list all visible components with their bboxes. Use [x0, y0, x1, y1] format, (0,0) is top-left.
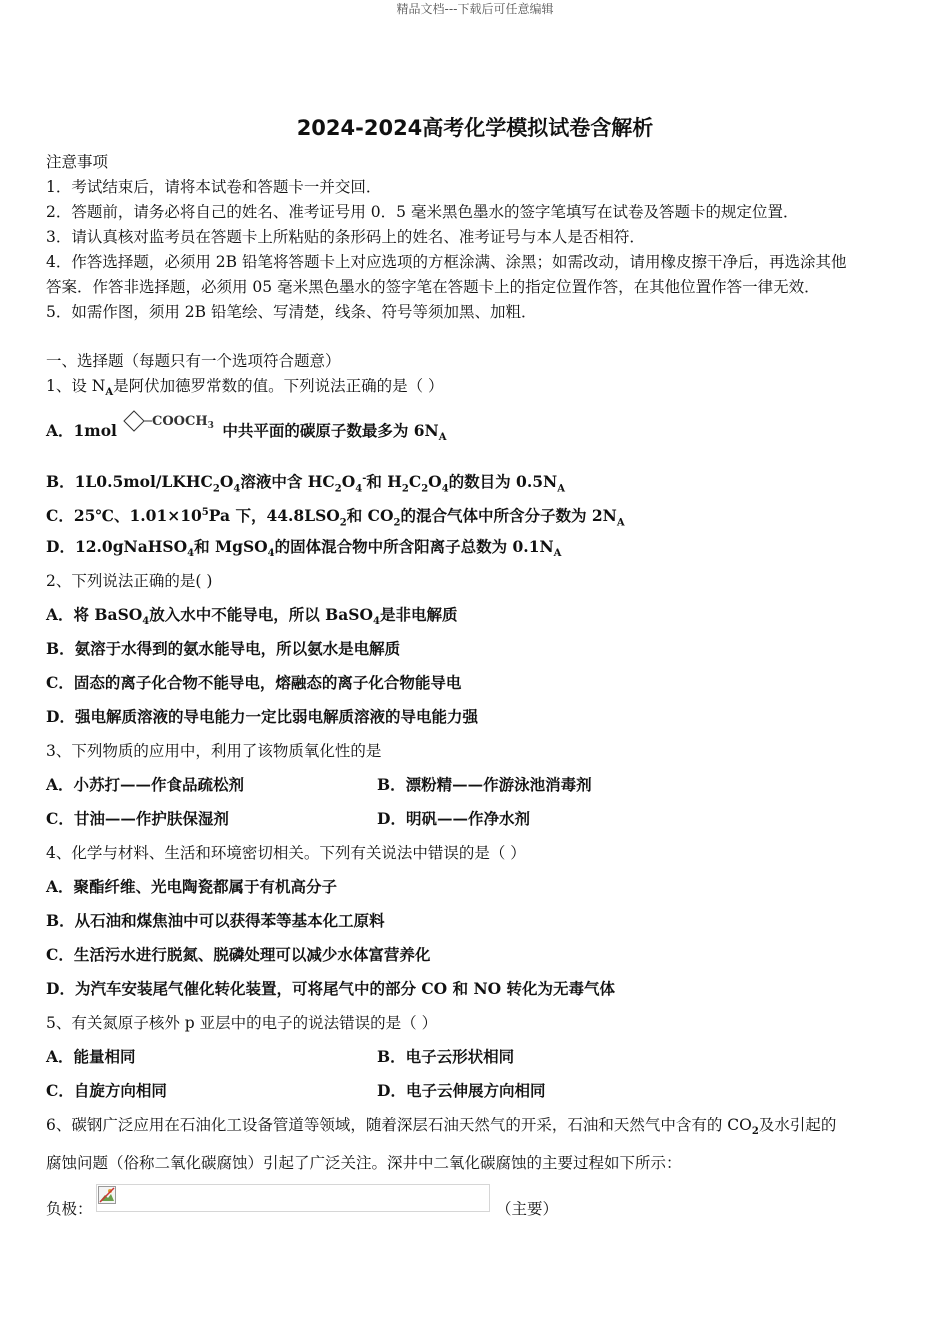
question-2-stem: 2、下列说法正确的是( ) [46, 572, 213, 590]
q2-option-b: B．氨溶于水得到的氨水能导电，所以氨水是电解质 [46, 639, 401, 658]
q5-option-d: D．电子云伸展方向相同 [377, 1081, 546, 1100]
question-3-stem: 3、下列物质的应用中，利用了该物质氧化性的是 [46, 742, 382, 760]
question-1-stem: 1、设 $N_A$是阿伏加德罗常数的值。下列说法正确的是（ ） [46, 377, 444, 399]
cyclobutyl-ester-structure [122, 409, 222, 443]
q3-option-d: D．明矾——作净水剂 [377, 809, 530, 828]
q4-option-c: C．生活污水进行脱氮、脱磷处理可以减少水体富营养化 [46, 945, 431, 964]
notice-item: 3．请认真核对监考员在答题卡上所粘贴的条形码上的姓名、准考证号与本人是否相符． [46, 228, 645, 246]
q5-option-a: A．能量相同 [46, 1047, 136, 1066]
notice-item: 答案．作答非选择题，必须用 05 毫米黑色墨水的签字笔在答题卡上的指定位置作答，在其他位置作答一律无效． [46, 278, 820, 296]
q5-option-c: C．自旋方向相同 [46, 1081, 167, 1100]
q2-option-c: C．固态的离子化合物不能导电，熔融态的离子化合物能导电 [46, 673, 462, 692]
question-6-stem: 6、碳钢广泛应用在石油化工设备管道等领域，随着深层石油天然气的开采，石油和天然气中含有的 $CO_2$及水引起的 [46, 1116, 837, 1138]
q4-option-d: D．为汽车安装尾气催化转化装置，可将尾气中的部分 CO 和 NO 转化为无毒气体 [46, 979, 616, 998]
q1-option-d: D．12.0gNaHSO$_4$和 MgSO$_4$的固体混合物中所含阳离子总数为 $0.1N_A$ [46, 537, 562, 560]
q3-option-c: C．甘油——作护肤保湿剂 [46, 809, 229, 828]
main-reaction-label: （主要） [496, 1200, 559, 1218]
q2-option-a: A．将 BaSO$_4$放入水中不能导电，所以 BaSO$_4$是非电解质 [46, 605, 458, 628]
q4-option-a: A．聚酯纤维、光电陶瓷都属于有机高分子 [46, 877, 338, 896]
notice-item: 2．答题前，请务必将自己的姓名、准考证号用 0．5 毫米黑色墨水的签字笔填写在试卷及答题卡的规定位置． [46, 203, 799, 221]
q1-option-c: C．25℃、$1.01\times 10^5Pa$ 下，$44.8LSO_2$和 $CO_2$的混合气体中所含分子数为 $2N_A$ [46, 506, 625, 529]
q3-option-a: A．小苏打——作食品疏松剂 [46, 775, 245, 794]
q2-option-d: D．强电解质溶液的导电能力一定比弱电解质溶液的导电能力强 [46, 707, 478, 726]
notice-heading: 注意事项 [46, 153, 109, 171]
q4-option-b: B．从石油和煤焦油中可以获得苯等基本化工原料 [46, 911, 385, 930]
broken-image-icon [98, 1186, 116, 1204]
header-note: 精品文档---下载后可任意编辑 [396, 2, 554, 16]
negative-electrode-label: 负极： [46, 1200, 93, 1218]
q1-option-b: B．$1L0.5mol/LKHC_2O_4$溶液中含 $HC_2O_4^-$和 $H_2C_2O_4$的数目为 $0.5N_A$ [46, 472, 565, 495]
question-6-stem-line2: 腐蚀问题（俗称二氧化碳腐蚀）引起了广泛关注。深井中二氧化碳腐蚀的主要过程如下所示： [46, 1154, 682, 1172]
broken-image-placeholder [96, 1184, 490, 1212]
notice-item: 1．考试结束后，请将本试卷和答题卡一并交回． [46, 178, 382, 196]
notice-item: 4．作答选择题，必须用 2B 铅笔将答题卡上对应选项的方框涂满、涂黑；如需改动，请用橡皮擦干净后，再选涂其他 [46, 253, 847, 271]
q3-option-b: B．漂粉精——作游泳池消毒剂 [377, 775, 592, 794]
notice-item: 5．如需作图，须用 2B 铅笔绘、写清楚，线条、符号等须加黑、加粗． [46, 303, 537, 321]
question-5-stem: 5、有关氮原子核外 p 亚层中的电子的说法错误的是（ ） [46, 1014, 438, 1032]
svg-text:COOCH3: $COOCH_3$ [152, 414, 215, 431]
q5-option-b: B．电子云形状相同 [377, 1047, 515, 1066]
section-heading: 一、选择题（每题只有一个选项符合题意） [46, 352, 341, 370]
q1-option-a: A．1mol $COOCH_3$ 中共平面的碳原子数最多为 $6N_A$ [46, 420, 446, 449]
question-4-stem: 4、化学与材料、生活和环境密切相关。下列有关说法中错误的是（ ） [46, 844, 526, 862]
page-title: 2024-2024高考化学模拟试卷含解析 [296, 116, 654, 140]
